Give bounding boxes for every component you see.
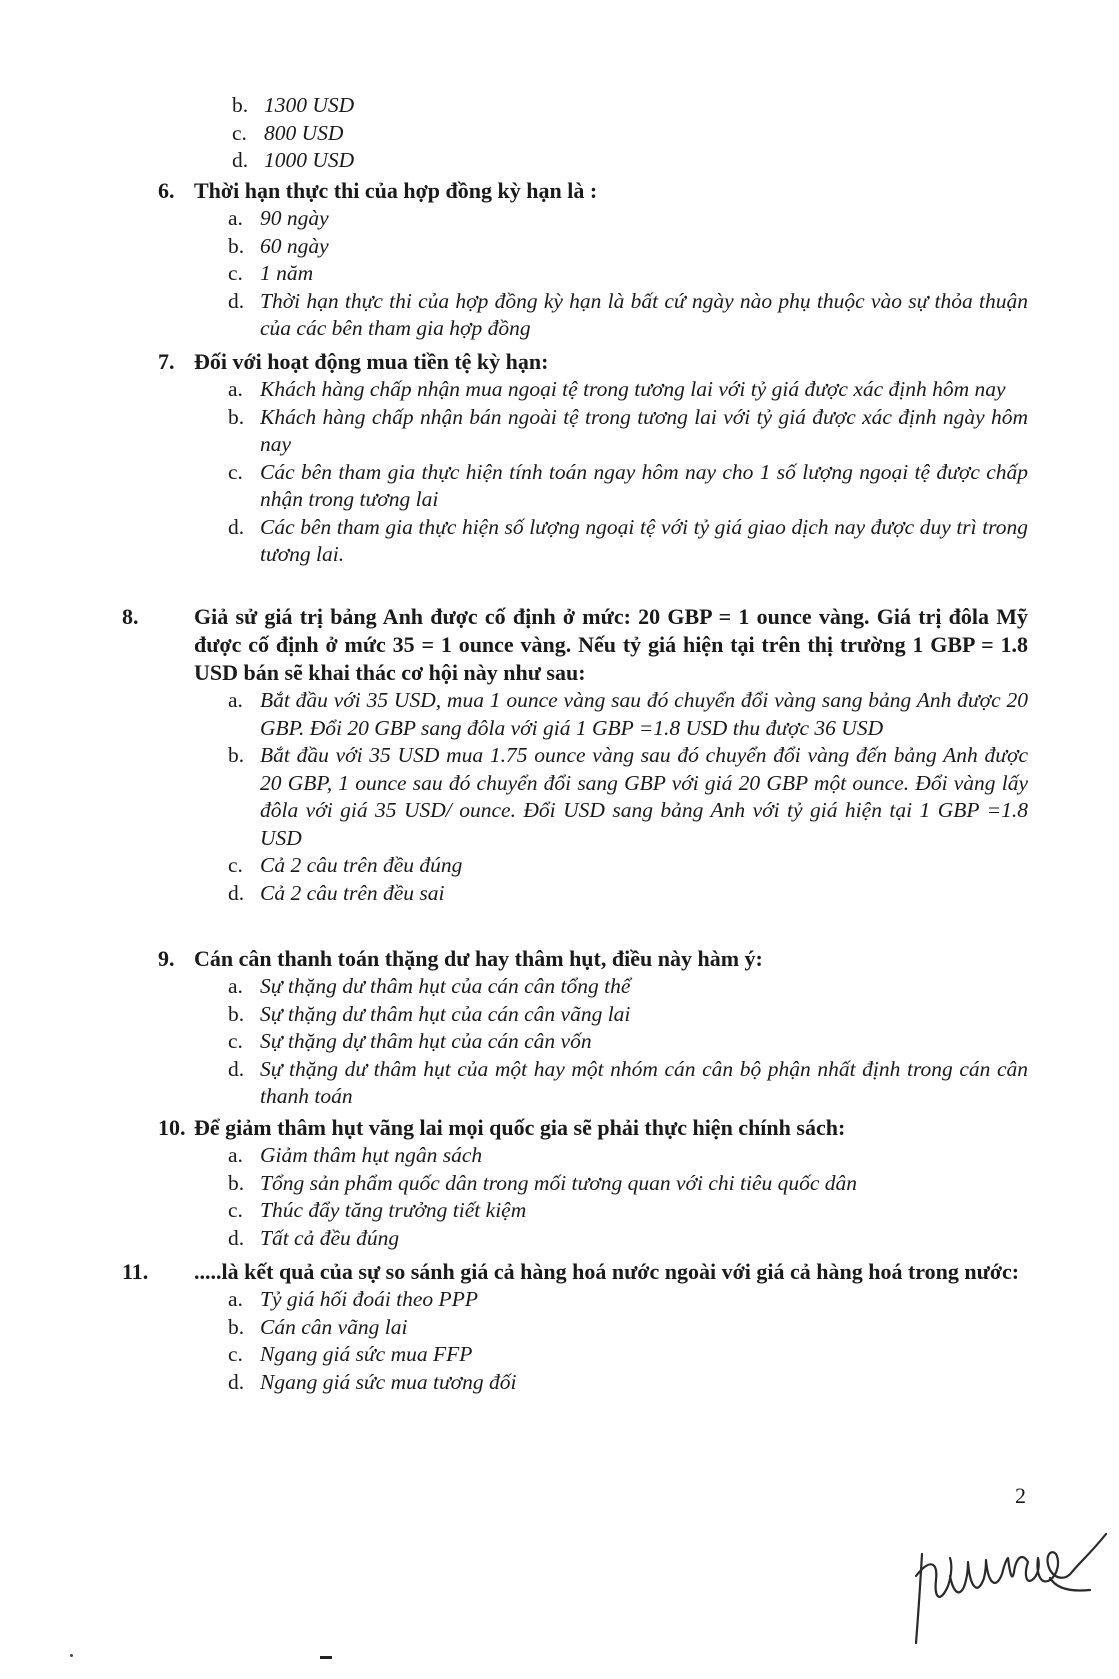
- option-letter: d.: [228, 514, 245, 539]
- option-text: Ngang giá sức mua tương đối: [260, 1369, 517, 1394]
- option-letter: c.: [228, 261, 243, 285]
- option-text: Cả 2 câu trên đều đúng: [260, 853, 463, 877]
- option: [228, 205, 1028, 233]
- option: [228, 1001, 1028, 1029]
- option: [228, 742, 1028, 852]
- option-text: Cả 2 câu trên đều sai: [260, 880, 445, 905]
- option-text: Các bên tham gia thực hiện tính toán ngay hôm nay cho 1 số lượng ngoại tệ được chấp nhận trong tương lai: [260, 459, 1028, 511]
- option: [228, 1341, 1028, 1369]
- question-number: 11.: [122, 1259, 149, 1284]
- option-letter: d.: [228, 288, 245, 313]
- question-title: [158, 945, 1028, 973]
- question-11: [122, 1258, 1028, 1396]
- option-letter: b.: [228, 404, 245, 429]
- option-text: Tỷ giá hối đoái theo PPP: [260, 1287, 478, 1311]
- question-text: Cán cân thanh toán thặng dư hay thâm hụt, điều này hàm ý:: [194, 946, 763, 971]
- option-list: [228, 687, 1028, 907]
- question-10: [158, 1114, 1028, 1252]
- option-letter: b.: [228, 743, 245, 767]
- question-9: [158, 945, 1028, 1111]
- question-text: Để giảm thâm hụt vãng lai mọi quốc gia sẽ phải thực hiện chính sách:: [194, 1115, 846, 1140]
- option-letter: b.: [228, 233, 245, 258]
- handwritten-signature: [900, 1518, 1110, 1648]
- option-text: Thúc đẩy tăng trưởng tiết kiệm: [260, 1198, 527, 1222]
- option-text: 90 ngày: [260, 206, 329, 230]
- question-title: [158, 1114, 1028, 1142]
- option: [232, 92, 354, 120]
- option-list: [228, 376, 1028, 569]
- option: [228, 687, 1028, 742]
- option-text: 800 USD: [264, 120, 344, 145]
- question-6: [158, 177, 1028, 343]
- option-letter: d.: [228, 880, 245, 905]
- option: [228, 1170, 1028, 1198]
- option-letter: b.: [228, 1314, 245, 1339]
- option: [228, 514, 1028, 569]
- option-letter: b.: [228, 1170, 245, 1195]
- option-text: Ngang giá sức mua FFP: [260, 1342, 473, 1366]
- option-list: [228, 973, 1028, 1111]
- option-text: 1300 USD: [264, 93, 355, 117]
- question-title: [122, 1258, 1028, 1286]
- option: [228, 459, 1028, 514]
- question-text: Thời hạn thực thi của hợp đồng kỳ hạn là :: [194, 178, 598, 203]
- option-letter: d.: [228, 1056, 245, 1081]
- option: [228, 1142, 1028, 1170]
- question-number: 7.: [158, 349, 175, 374]
- option-text: Sự thặng dự thâm hụt của cán cân vốn: [260, 1029, 592, 1053]
- question-number: 8.: [122, 604, 139, 629]
- option-list: [228, 1142, 1028, 1252]
- option-text: 60 ngày: [260, 233, 329, 258]
- lead-options: [232, 92, 354, 175]
- question-title: [158, 177, 1028, 205]
- option-text: Tổng sản phẩm quốc dân trong mối tương quan với chi tiêu quốc dân: [260, 1170, 858, 1195]
- question-text: .....là kết quả của sự so sánh giá cả hàng hoá nước ngoài với giá cả hàng hoá trong nước:: [194, 1259, 1020, 1284]
- option: [228, 1369, 1028, 1397]
- option-text: 1 năm: [260, 261, 314, 285]
- option-letter: a.: [228, 1287, 243, 1311]
- option: [228, 233, 1028, 261]
- question-title: [122, 603, 1028, 687]
- option-letter: c.: [228, 1198, 243, 1222]
- option-text: Giảm thâm hụt ngân sách: [260, 1143, 483, 1167]
- scan-speck: [70, 1654, 73, 1657]
- option-text: 1000 USD: [264, 148, 355, 172]
- option: [228, 288, 1028, 343]
- option: [228, 404, 1028, 459]
- option-letter: a.: [228, 206, 243, 230]
- question-number: 10.: [158, 1115, 186, 1140]
- option-letter: b.: [228, 1001, 245, 1026]
- option: [228, 376, 1028, 404]
- page-number: 2: [1015, 1483, 1026, 1508]
- option: [228, 973, 1028, 1001]
- option: [228, 1197, 1028, 1225]
- question-text: Giả sử giá trị bảng Anh được cố định ở mức: 20 GBP = 1 ounce vàng. Giá trị đôla Mỹ được cố định ở mức 35 = 1 ounce vàng. Nếu tỷ giá hiện tại trên thị trường 1 GBP = 1.8 USD bán sẽ khai thác cơ hội này như sau:: [194, 604, 1028, 685]
- option: [228, 1314, 1028, 1342]
- option-text: Các bên tham gia thực hiện số lượng ngoại tệ với tỷ giá giao dịch nay được duy trì trong tương lai.: [260, 514, 1028, 566]
- option-text: Sự thặng dư thâm hụt của một hay một nhóm cán cân bộ phận nhất định trong cán cân thanh toán: [260, 1056, 1028, 1108]
- option-letter: a.: [228, 688, 243, 712]
- option-letter: d.: [228, 1369, 245, 1394]
- option-text: Sự thặng dư thâm hụt của cán cân tổng thể: [260, 974, 631, 998]
- option-list: [228, 205, 1028, 343]
- option-letter: a.: [228, 974, 243, 998]
- option: [232, 120, 354, 148]
- option-text: Cán cân vãng lai: [260, 1314, 408, 1339]
- option: [228, 1286, 1028, 1314]
- option-letter: c.: [228, 853, 243, 877]
- question-7: [158, 348, 1028, 569]
- option-letter: d.: [228, 1225, 245, 1250]
- scan-mark: [320, 1656, 332, 1659]
- question-8: [122, 603, 1028, 907]
- option-list: [228, 1286, 1028, 1396]
- option: [232, 147, 354, 175]
- option: [228, 852, 1028, 880]
- option-letter: c.: [232, 120, 247, 145]
- option: [228, 880, 1028, 908]
- option-letter: c.: [228, 459, 243, 484]
- question-text: Đối với hoạt động mua tiền tệ kỳ hạn:: [194, 349, 549, 374]
- option-letter: c.: [228, 1342, 243, 1366]
- option-text: Tất cả đều đúng: [260, 1225, 400, 1250]
- option-letter: a.: [228, 377, 243, 401]
- option: [228, 260, 1028, 288]
- option-letter: c.: [228, 1029, 243, 1053]
- option-text: Bắt đầu với 35 USD, mua 1 ounce vàng sau đó chuyển đổi vàng sang bảng Anh được 20 GBP. Đổi 20 GBP sang đôla với giá 1 GBP =1.8 USD thu được 36 USD: [260, 688, 1028, 740]
- question-title: [158, 348, 1028, 376]
- option-text: Sự thặng dư thâm hụt của cán cân vãng lai: [260, 1001, 631, 1026]
- option-letter: b.: [232, 93, 249, 117]
- question-number: 9.: [158, 946, 175, 971]
- option: [228, 1225, 1028, 1253]
- option: [228, 1056, 1028, 1111]
- option-text: Thời hạn thực thi của hợp đồng kỳ hạn là bất cứ ngày nào phụ thuộc vào sự thỏa thuận của các bên tham gia hợp đồng: [260, 288, 1028, 340]
- option-text: Bắt đầu với 35 USD mua 1.75 ounce vàng sau đó chuyển đổi vàng đến bảng Anh được 20 GBP, 1 ounce sau đó chuyển đổi sang GBP với giá 20 GBP một ounce. Đổi vàng lấy đôla với giá 35 USD/ ounce. Đổi USD sang bảng Anh với tỷ giá hiện tại 1 GBP =1.8 USD: [260, 743, 1028, 850]
- option-letter: a.: [228, 1143, 243, 1167]
- option-letter: d.: [232, 148, 249, 172]
- question-number: 6.: [158, 178, 175, 203]
- option: [228, 1028, 1028, 1056]
- option-text: Khách hàng chấp nhận bán ngoài tệ trong tương lai với tỷ giá được xác định ngày hôm nay: [260, 404, 1028, 456]
- option-text: Khách hàng chấp nhận mua ngoại tệ trong tương lai với tỷ giá được xác định hôm nay: [260, 377, 1006, 401]
